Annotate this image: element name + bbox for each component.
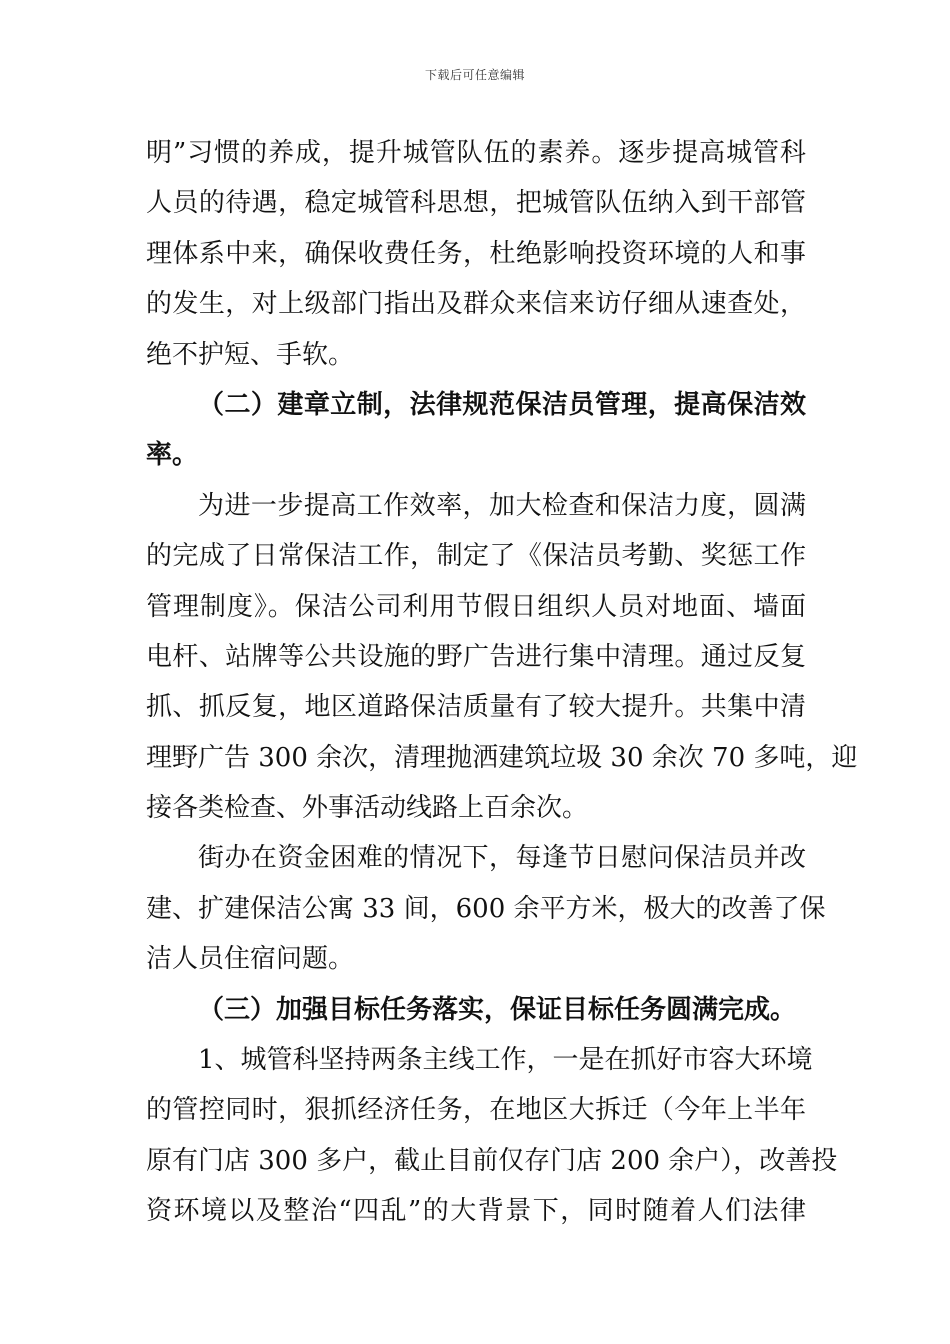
watermark: 下载后可任意编辑 bbox=[424, 68, 525, 82]
text-line: 的管控同时，狠抓经济任务，在地区大拆迁（今年上半年 bbox=[146, 1095, 806, 1126]
text-line: 绝不护短、手软。 bbox=[146, 339, 355, 370]
text-line: 资环境以及整治“四乱”的大背景下，同时随着人们法律 bbox=[146, 1196, 806, 1227]
text-line: 电杆、站牌等公共设施的野广告进行集中清理。通过反复 bbox=[146, 641, 806, 672]
text-line: 1、城管科坚持两条主线工作，一是在抓好市容大环境 bbox=[198, 1045, 813, 1076]
text-line: 原有门店 300 多户，截止目前仅存门店 200 余户），改善投 bbox=[146, 1145, 838, 1176]
text-line: 接各类检查、外事活动线路上百余次。 bbox=[146, 793, 589, 824]
text-line: 建、扩建保洁公寓 33 间，600 余平方米，极大的改善了保 bbox=[146, 893, 826, 924]
text-line: 理野广告 300 余次，清理抛洒建筑垃圾 30 余次 70 多吨，迎 bbox=[146, 742, 858, 773]
text-line: 的发生，对上级部门指出及群众来信来访仔细从速查处， bbox=[146, 289, 806, 320]
text-line: 抓、抓反复，地区道路保洁质量有了较大提升。共集中清 bbox=[146, 692, 806, 723]
text-line: 明”习惯的养成，提升城管队伍的素养。逐步提高城管科 bbox=[146, 138, 806, 168]
section-heading-continued: 率。 bbox=[146, 440, 199, 471]
text-line: 的完成了日常保洁工作，制定了《保洁员考勤、奖惩工作 bbox=[146, 541, 806, 572]
document-body bbox=[146, 128, 858, 1237]
section-heading: （三）加强目标任务落实，保证目标任务圆满完成。 bbox=[198, 994, 797, 1025]
text-line: 洁人员住宿问题。 bbox=[146, 944, 355, 975]
text-line: 理体系中来，确保收费任务，杜绝影响投资环境的人和事 bbox=[146, 238, 806, 269]
text-line: 街办在资金困难的情况下，每逢节日慰问保洁员并改 bbox=[198, 843, 806, 874]
section-heading: （二）建章立制，法律规范保洁员管理，提高保洁效 bbox=[198, 389, 806, 420]
text-line: 为进一步提高工作效率，加大检查和保洁力度，圆满 bbox=[198, 490, 806, 521]
text-line: 人员的待遇，稳定城管科思想，把城管队伍纳入到干部管 bbox=[146, 188, 806, 219]
text-line: 管理制度》。保洁公司利用节假日组织人员对地面、墙面 bbox=[146, 591, 806, 622]
